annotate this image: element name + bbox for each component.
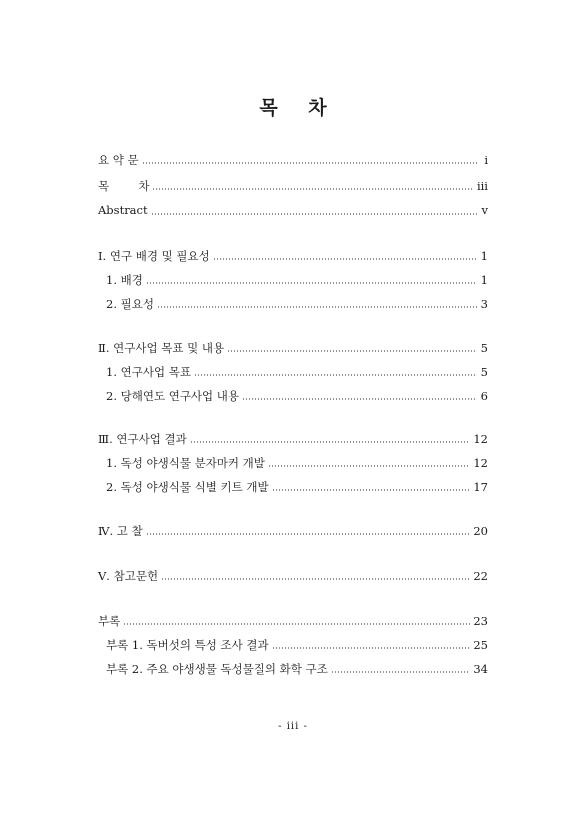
toc-entry-chapter-2-2[interactable] — [106, 388, 488, 406]
toc-page-number: 1 — [480, 273, 488, 287]
toc-label: Ⅳ. 고 찰 — [98, 524, 143, 538]
dot-leader — [142, 162, 477, 164]
dot-leader — [227, 350, 477, 352]
toc-entry-chapter-2[interactable] — [98, 340, 488, 358]
toc-label: 요 약 문 — [98, 153, 139, 167]
toc-label: 2. 독성 야생식물 식별 키트 개발 — [106, 480, 269, 494]
toc-label: 1. 연구사업 목표 — [106, 365, 191, 379]
toc-entry-chapter-3[interactable] — [98, 431, 488, 449]
toc-label: Ⅲ. 연구사업 결과 — [98, 432, 187, 446]
toc-entry-appendix-1[interactable] — [106, 637, 488, 655]
toc-page-number: 1 — [480, 249, 488, 263]
dot-leader — [123, 623, 470, 625]
toc-label: 부록 1. 독버섯의 특성 조사 결과 — [106, 638, 269, 652]
toc-label: 부록 — [98, 614, 121, 628]
toc-entry-chapter-1[interactable] — [98, 248, 488, 266]
toc-page-number: 3 — [480, 297, 488, 311]
toc-page-number: iii — [476, 179, 488, 193]
toc-label: Ⅱ. 연구사업 목표 및 내용 — [98, 341, 225, 355]
toc-page-number: 22 — [473, 569, 488, 583]
dot-leader — [146, 282, 477, 284]
toc-entry-chapter-2-1[interactable] — [106, 364, 488, 382]
toc-label: Ⅰ. 연구 배경 및 필요성 — [98, 249, 210, 263]
toc-page-number: 20 — [473, 524, 488, 538]
toc-page-number: 6 — [480, 389, 488, 403]
toc-label: 1. 독성 야생식물 분자마커 개발 — [106, 456, 265, 470]
toc-label: 목 차 — [98, 179, 150, 193]
page-title: 목 차 — [259, 97, 339, 119]
dot-leader — [157, 306, 477, 308]
toc-page-number: 34 — [473, 662, 488, 676]
toc-entry-abstract[interactable] — [98, 203, 488, 221]
dot-leader — [272, 647, 471, 649]
page-footer-number: - iii - — [278, 721, 308, 732]
dot-leader — [213, 258, 477, 260]
dot-leader — [161, 578, 470, 580]
toc-entry-chapter-4[interactable] — [98, 523, 488, 541]
dot-leader — [151, 213, 477, 215]
toc-entry-appendix-2[interactable] — [106, 661, 488, 679]
toc-entry-contents[interactable] — [98, 178, 488, 196]
dot-leader — [272, 489, 471, 491]
toc-page-number: 12 — [473, 456, 488, 470]
dot-leader — [146, 533, 471, 535]
toc-page-number: 5 — [480, 365, 488, 379]
dot-leader — [331, 671, 471, 673]
toc-entry-summary[interactable] — [98, 152, 488, 170]
toc-page-number: 25 — [473, 638, 488, 652]
toc-label: Abstract — [98, 203, 148, 217]
toc-entry-chapter-3-2[interactable] — [106, 479, 488, 497]
toc-label: 2. 필요성 — [106, 297, 154, 311]
toc-entry-appendix[interactable] — [98, 613, 488, 631]
toc-page-number: 17 — [473, 480, 488, 494]
dot-leader — [268, 465, 470, 467]
toc-label: Ⅴ. 참고문헌 — [98, 569, 159, 583]
toc-entry-chapter-1-1[interactable] — [106, 272, 488, 290]
toc-entry-chapter-3-1[interactable] — [106, 455, 488, 473]
toc-entry-chapter-5[interactable] — [98, 568, 488, 586]
dot-leader — [152, 188, 473, 190]
dot-leader — [190, 441, 471, 443]
toc-label: 부록 2. 주요 야생생물 독성물질의 화학 구조 — [106, 662, 328, 676]
toc-page-number: v — [481, 203, 488, 217]
toc-page-number: 5 — [480, 341, 488, 355]
dot-leader — [242, 398, 477, 400]
toc-entry-chapter-1-2[interactable] — [106, 296, 488, 314]
toc-page-number: i — [484, 153, 488, 167]
dot-leader — [194, 374, 477, 376]
toc-label: 2. 당해연도 연구사업 내용 — [106, 389, 240, 403]
toc-page-number: 23 — [473, 614, 488, 628]
toc-page-number: 12 — [473, 432, 488, 446]
toc-label: 1. 배경 — [106, 273, 143, 287]
